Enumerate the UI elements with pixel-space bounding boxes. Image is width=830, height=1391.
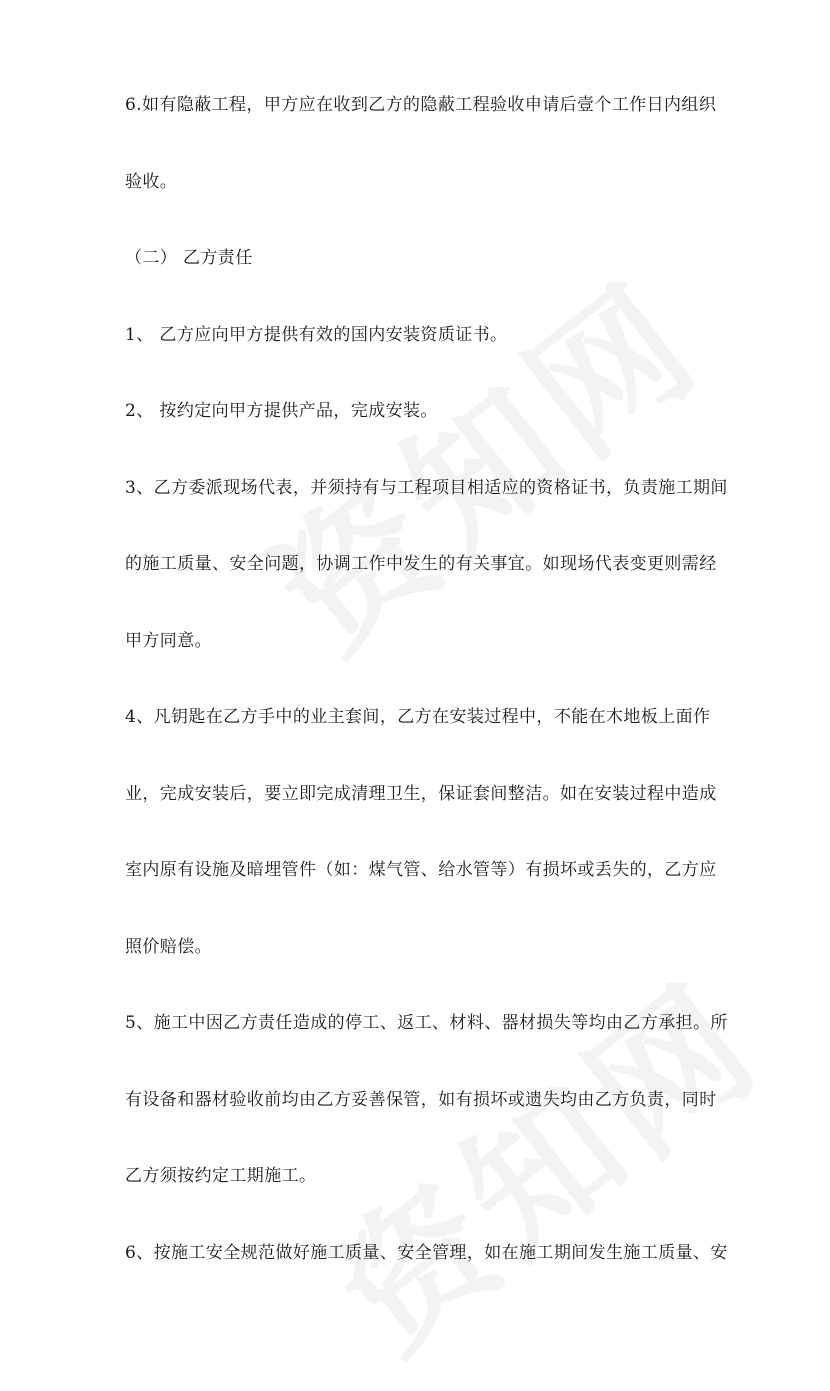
text-line: 验收。 (125, 171, 178, 192)
text-line: 甲方同意。 (125, 630, 212, 651)
text-line: 4、凡钥匙在乙方手中的业主套间，乙方在安装过程中，不能在木地板上面作 (125, 707, 711, 727)
text-line: 业，完成安装后，要立即完成清理卫生，保证套间整洁。如在安装过程中造成 (125, 783, 717, 804)
text-line: 6、按施工安全规范做好施工质量、安全管理，如在施工期间发生施工质量、安 (125, 1242, 728, 1263)
text-line: 5、施工中因乙方责任造成的停工、返工、材料、器材损失等均由乙方承担。所 (125, 1013, 728, 1033)
text-line: 照价赔偿。 (125, 936, 212, 957)
text-line: 6.如有隐蔽工程，甲方应在收到乙方的隐蔽工程验收申请后壹个工作日内组织 (125, 95, 717, 115)
text-line: 的施工质量、安全问题，协调工作中发生的有关事宜。如现场代表变更则需经 (125, 554, 717, 574)
text-line: 2、 按约定向甲方提供产品，完成安装。 (125, 401, 438, 421)
text-line: 室内原有设施及暗埋管件（如：煤气管、给水管等）有损坏或丢失的，乙方应 (125, 860, 717, 880)
text-line: 有设备和器材验收前均由乙方妥善保管，如有损坏或遗失均由乙方负责，同时 (125, 1089, 717, 1110)
text-line: 1、 乙方应向甲方提供有效的国内安装资质证书。 (125, 324, 508, 345)
text-line: 乙方须按约定工期施工。 (125, 1166, 317, 1186)
text-line: 3、乙方委派现场代表，并须持有与工程项目相适应的资格证书，负责施工期间 (125, 477, 728, 498)
document-body (125, 95, 728, 1320)
section-heading: （二） 乙方责任 (125, 248, 253, 268)
